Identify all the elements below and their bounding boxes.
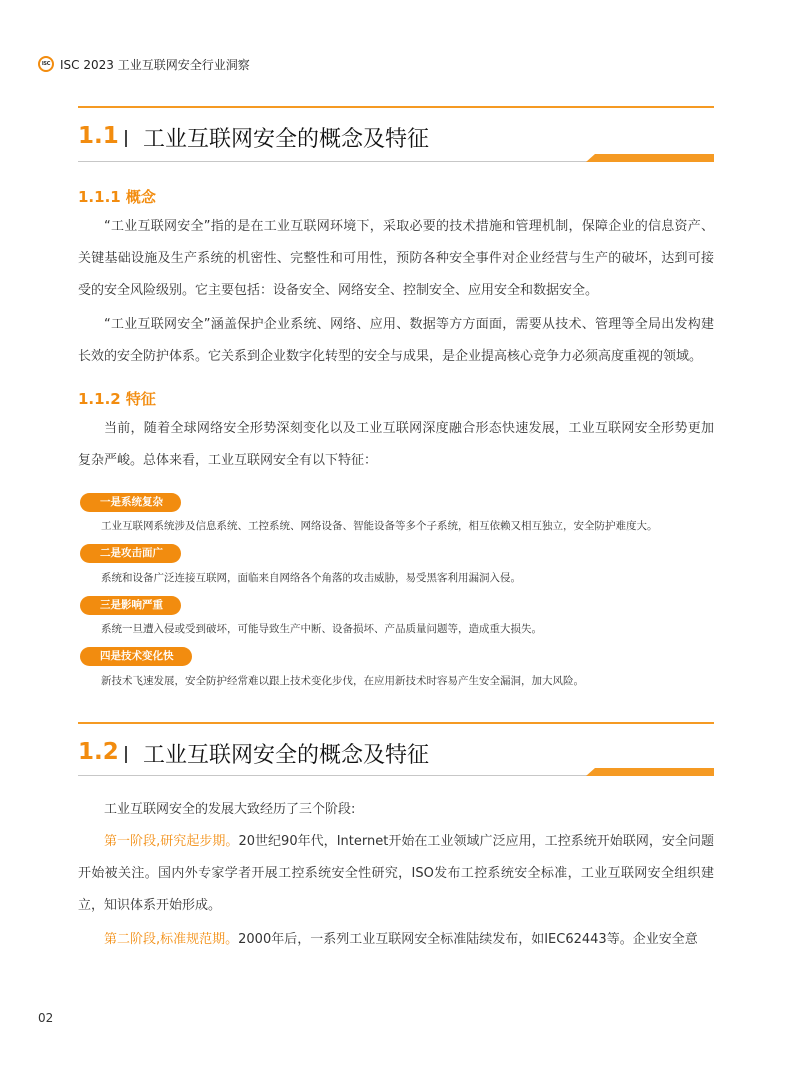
stage-1-label: 第一阶段,研究起步期。 <box>104 834 239 849</box>
paragraph-concept-1: “工业互联网安全”指的是在工业互联网环境下，采取必要的技术措施和管理机制，保障企业的信息资产、关键基础设施及生产系统的机密性、完整性和可用性，预防各种安全事件对企业经营与生产的破坏，达到可接受的安全风险级别。它主要包括：设备安全、网络安全、控制安全、应用安全和数据安全。 <box>78 219 714 298</box>
paragraph-features-intro: 当前，随着全球网络安全形势深刻变化以及工业互联网深度融合形态快速发展，工业互联网安全形势更加复杂严峻。总体来看，工业互联网安全有以下特征： <box>78 421 714 468</box>
stage-2-label: 第二阶段,标准规范期。 <box>104 932 239 947</box>
section-separator <box>125 130 127 147</box>
feature-badge-3: 三是影响严重 <box>80 596 181 615</box>
section-accent-bar <box>586 768 714 776</box>
feature-desc-4: 新技术飞速发展，安全防护经常难以跟上技术变化步伐，在应用新技术时容易产生安全漏洞，加大风险。 <box>101 675 584 687</box>
section-title: 工业互联网安全的概念及特征 <box>143 127 430 152</box>
header-title: ISC 2023 工业互联网安全行业洞察 <box>60 57 250 72</box>
page-number: 02 <box>38 1011 54 1025</box>
stage-1-text: 20世纪90年代，Internet开始在工业领域广泛应用，工控系统开始联网，安全问题开始被关注。国内外专家学者开展工控系统安全性研究，ISO发布工控系统安全标准，工业互联网安全组织建立，知识体系开始形成。 <box>78 834 714 913</box>
subheading-1-1-1: 1.1.1 概念 <box>78 188 156 206</box>
feature-desc-1: 工业互联网系统涉及信息系统、工控系统、网络设备、智能设备等多个子系统，相互依赖又相互独立，安全防护难度大。 <box>101 520 658 532</box>
paragraph-stages-intro: 工业互联网安全的发展大致经历了三个阶段: <box>104 802 356 817</box>
section-number: 1.1 <box>78 123 119 149</box>
section-title: 工业互联网安全的概念及特征 <box>143 743 430 768</box>
page-header <box>38 54 250 74</box>
section-heading-1-2 <box>78 722 714 780</box>
feature-badge-4: 四是技术变化快 <box>80 647 192 666</box>
section-top-rule <box>78 722 714 724</box>
section-heading-1-1 <box>78 106 714 164</box>
section-top-rule <box>78 106 714 108</box>
paragraph-stage-2 <box>78 924 714 956</box>
stage-2-text: 2000年后，一系列工业互联网安全标准陆续发布，如IEC62443等。企业安全意 <box>238 932 698 947</box>
section-bottom-rule <box>78 161 598 162</box>
paragraph-stage-1 <box>78 826 714 922</box>
section-separator <box>125 746 127 763</box>
isc-logo: ISC <box>38 56 54 72</box>
feature-badge-1: 一是系统复杂 <box>80 493 181 512</box>
paragraph-concept-2: “工业互联网安全”涵盖保护企业系统、网络、应用、数据等方方面面，需要从技术、管理等全局出发构建长效的安全防护体系。它关系到企业数字化转型的安全与成果，是企业提高核心竞争力必须高度重视的领域。 <box>78 317 714 364</box>
feature-desc-2: 系统和设备广泛连接互联网，面临来自网络各个角落的攻击威胁，易受黑客利用漏洞入侵。 <box>101 572 521 584</box>
feature-desc-3: 系统一旦遭入侵或受到破坏，可能导致生产中断、设备损坏、产品质量问题等，造成重大损失。 <box>101 623 542 635</box>
section-accent-bar <box>586 154 714 162</box>
section-bottom-rule <box>78 775 598 776</box>
section-number: 1.2 <box>78 739 119 765</box>
subheading-1-1-2: 1.1.2 特征 <box>78 390 156 408</box>
feature-badge-2: 二是攻击面广 <box>80 544 181 563</box>
